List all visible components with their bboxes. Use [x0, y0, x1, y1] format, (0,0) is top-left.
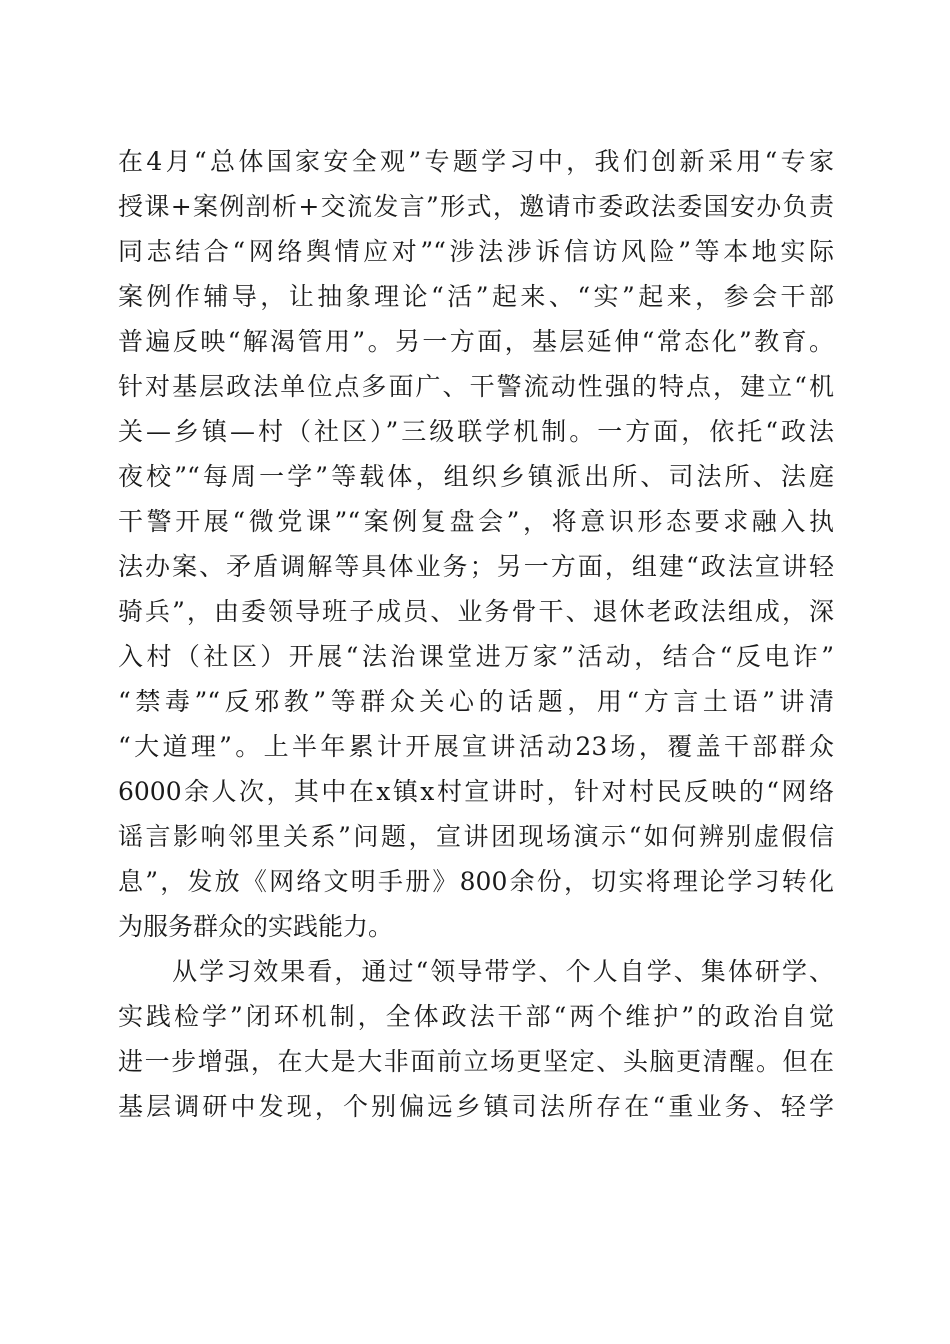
text-line: 夜校”“每周一学”等载体，组织乡镇派出所、司法所、法庭: [118, 462, 834, 491]
text-line: 入村（社区）开展“法治课堂进万家”活动，结合“反电诈”: [118, 642, 834, 671]
text-line: 同志结合“网络舆情应对”“涉法涉诉信访风险”等本地实际: [118, 237, 834, 266]
text-line: 法办案、矛盾调解等具体业务；另一方面，组建“政法宣讲轻: [118, 552, 834, 581]
text-line: 息”，发放《网络文明手册》800余份，切实将理论学习转化: [118, 867, 834, 896]
text-line: “禁毒”“反邪教”等群众关心的话题，用“方言土语”讲清: [118, 687, 834, 716]
text-line: 干警开展“微党课”“案例复盘会”，将意识形态要求融入执: [118, 507, 834, 536]
text-line: 进一步增强，在大是大非面前立场更坚定、头脑更清醒。但在: [118, 1047, 834, 1076]
text-line: “大道理”。上半年累计开展宣讲活动23场，覆盖干部群众: [118, 732, 834, 761]
text-line: 骑兵”，由委领导班子成员、业务骨干、退休老政法组成，深: [118, 597, 834, 626]
text-line: 案例作辅导，让抽象理论“活”起来、“实”起来，参会干部: [118, 282, 834, 311]
text-line: 基层调研中发现，个别偏远乡镇司法所存在“重业务、轻学: [118, 1092, 834, 1121]
text-line: 关—乡镇—村（社区）”三级联学机制。一方面，依托“政法: [118, 417, 834, 446]
text-line: 6000余人次，其中在x镇x村宣讲时，针对村民反映的“网络: [118, 777, 834, 806]
text-line: 普遍反映“解渴管用”。另一方面，基层延伸“常态化”教育。: [118, 327, 834, 356]
text-line: 授课+案例剖析+交流发言”形式，邀请市委政法委国安办负责: [118, 192, 834, 221]
text-line: 针对基层政法单位点多面广、干警流动性强的特点，建立“机: [118, 372, 834, 401]
text-line: 在4月“总体国家安全观”专题学习中，我们创新采用“专家: [118, 147, 834, 176]
body-text: [118, 139, 834, 1129]
text-line: 为服务群众的实践能力。: [118, 912, 394, 941]
text-line: 从学习效果看，通过“领导带学、个人自学、集体研学、: [118, 957, 834, 986]
text-line: 谣言影响邻里关系”问题，宣讲团现场演示“如何辨别虚假信: [118, 822, 834, 851]
text-line: 实践检学”闭环机制，全体政法干部“两个维护”的政治自觉: [118, 1002, 834, 1031]
